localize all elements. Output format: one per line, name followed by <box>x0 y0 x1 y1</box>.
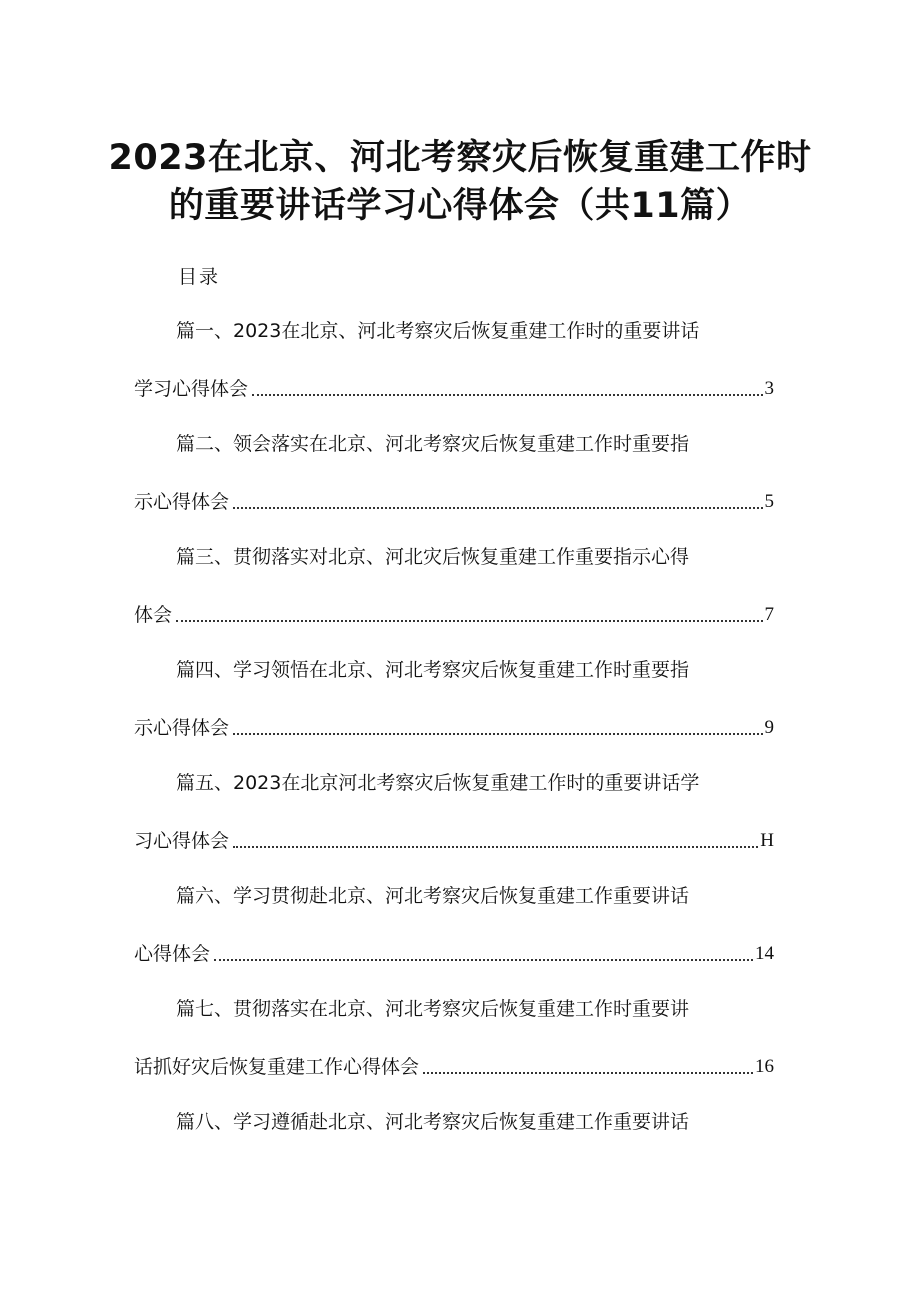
toc-entry-continuation <box>134 939 774 967</box>
toc-entry-7[interactable] <box>0 992 920 1105</box>
toc-entry-title: 篇一、2023在北京、河北考察灾后恢复重建工作时的重要讲话 <box>176 320 700 342</box>
toc-entry-title: 篇六、学习贯彻赴北京、河北考察灾后恢复重建工作重要讲话 <box>176 885 690 907</box>
toc-entry-continuation <box>134 713 774 741</box>
dot-leader <box>233 845 758 848</box>
toc-page-number: 7 <box>764 604 774 625</box>
toc-entry-title: 篇八、学习遵循赴北京、河北考察灾后恢复重建工作重要讲话 <box>176 1111 690 1133</box>
toc-entry-1[interactable] <box>0 314 920 427</box>
toc-entry-title-end: 示心得体会 <box>134 491 230 513</box>
toc-entry-continuation <box>134 826 774 854</box>
toc-entry-6[interactable] <box>0 879 920 992</box>
toc-entry-title: 篇二、领会落实在北京、河北考察灾后恢复重建工作时重要指 <box>176 433 690 455</box>
toc-page-number: 16 <box>755 1056 774 1077</box>
dot-leader <box>176 619 762 622</box>
dot-leader <box>423 1071 753 1074</box>
toc-page-number: 5 <box>764 491 774 512</box>
toc-entry-title: 篇三、贯彻落实对北京、河北灾后恢复重建工作重要指示心得 <box>176 546 690 568</box>
toc-entry-continuation <box>134 487 774 515</box>
toc-entry-title: 篇五、2023在北京河北考察灾后恢复重建工作时的重要讲话学 <box>176 772 700 794</box>
toc-page-number: 9 <box>764 717 774 738</box>
toc-entry-continuation <box>134 374 774 402</box>
table-of-contents <box>0 314 920 1218</box>
toc-entry-title-end: 学习心得体会 <box>134 378 249 400</box>
toc-entry-continuation <box>134 1052 774 1080</box>
toc-entry-continuation <box>134 600 774 628</box>
toc-entry-2[interactable] <box>0 427 920 540</box>
dot-leader <box>233 506 762 509</box>
toc-entry-4[interactable] <box>0 653 920 766</box>
toc-entry-3[interactable] <box>0 540 920 653</box>
toc-entry-5[interactable] <box>0 766 920 879</box>
document-title-line-1: 2023在北京、河北考察灾后恢复重建工作时 <box>108 138 812 178</box>
dot-leader <box>214 958 753 961</box>
toc-entry-8[interactable] <box>0 1105 920 1218</box>
dot-leader <box>233 732 762 735</box>
document-title-line-2: 的重要讲话学习心得体会（共11篇） <box>168 186 752 226</box>
toc-page-number: 3 <box>764 378 774 399</box>
toc-entry-title-end: 体会 <box>134 604 173 626</box>
toc-heading: 目录 <box>178 266 221 288</box>
toc-entry-title-end: 习心得体会 <box>134 830 230 852</box>
toc-entry-title-end: 话抓好灾后恢复重建工作心得体会 <box>134 1056 420 1078</box>
dot-leader <box>252 393 762 396</box>
toc-entry-title: 篇七、贯彻落实在北京、河北考察灾后恢复重建工作时重要讲 <box>176 998 690 1020</box>
toc-entry-title: 篇四、学习领悟在北京、河北考察灾后恢复重建工作时重要指 <box>176 659 690 681</box>
toc-entry-title-end: 心得体会 <box>134 943 211 965</box>
toc-entry-title-end: 示心得体会 <box>134 717 230 739</box>
toc-page-number: 14 <box>755 943 774 964</box>
toc-page-number: H <box>760 830 774 851</box>
